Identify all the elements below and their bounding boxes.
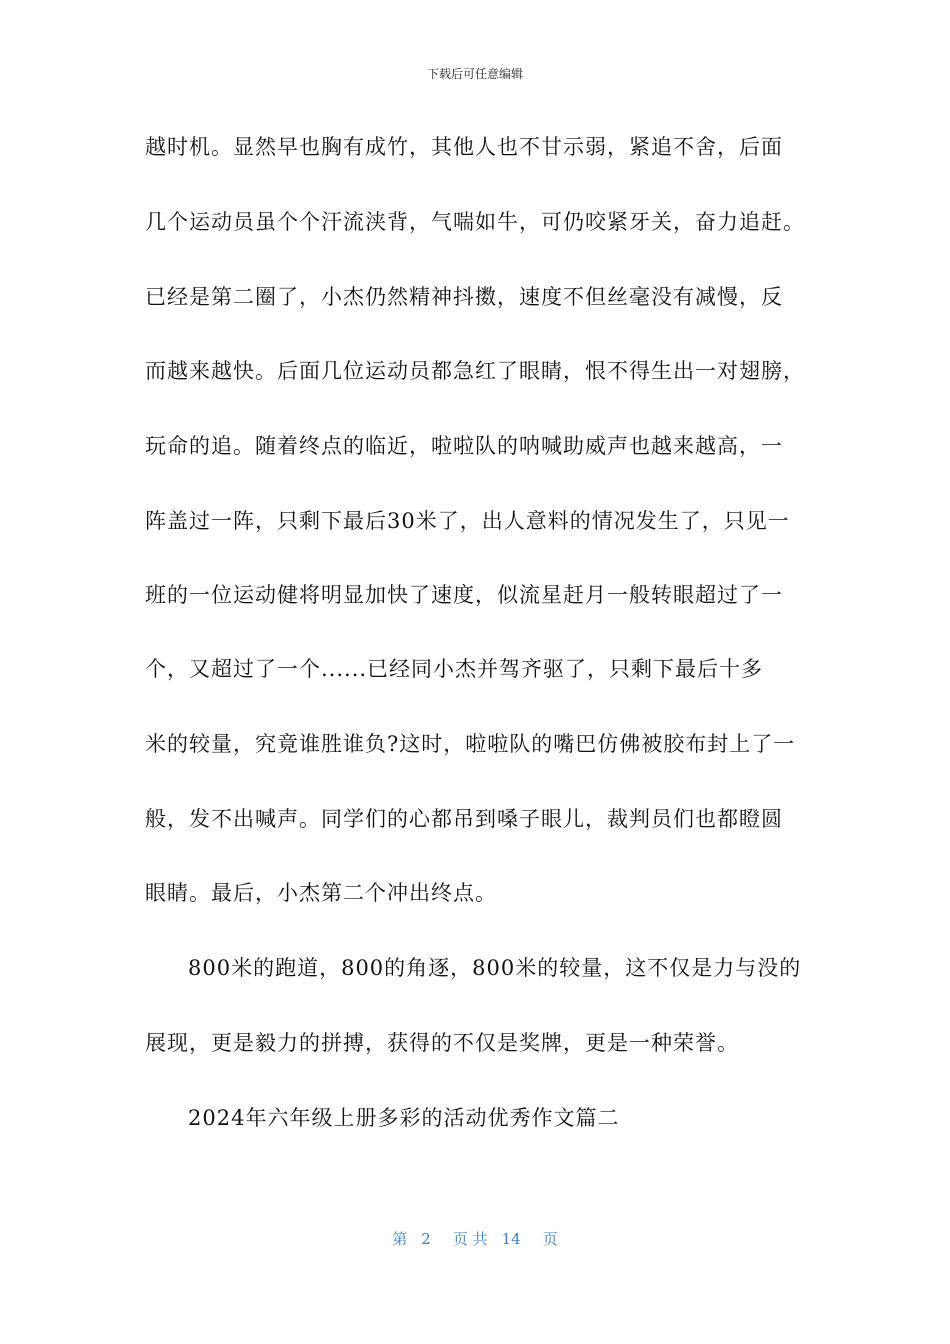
body-line: 眼睛。最后，小杰第二个冲出终点。 [145, 881, 497, 905]
footer-page-suffix: 页 [542, 1230, 558, 1248]
section-heading: 2024年六年级上册多彩的活动优秀作文篇二 [188, 1106, 620, 1130]
footer-page-word: 第 [392, 1230, 408, 1248]
page-footer [0, 1229, 950, 1249]
body-line: 个，又超过了一个......已经同小杰并驾齐驱了，只剩下最后十多 [145, 657, 764, 681]
body-line: 米的较量，究竟谁胜谁负?这时，啦啦队的嘴巴仿佛被胶布封上了一 [145, 732, 796, 756]
body-line: 阵盖过一阵，只剩下最后30米了，出人意料的情况发生了，只见一 [145, 509, 790, 533]
footer-total-pages: 14 [501, 1230, 521, 1248]
body-line: 玩命的追。随着终点的临近，啦啦队的呐喊助威声也越来越高，一 [145, 434, 783, 458]
body-line: 班的一位运动健将明显加快了速度，似流星赶月一般转眼超过了一 [145, 583, 783, 607]
body-line: 几个运动员虽个个汗流浃背，气喘如牛，可仍咬紧牙关，奋力追赶。 [145, 210, 805, 234]
body-line: 展现，更是毅力的拼搏，获得的不仅是奖牌，更是一种荣誉。 [145, 1031, 739, 1055]
footer-page-number: 2 [421, 1230, 431, 1248]
body-line: 越时机。显然早也胸有成竹，其他人也不甘示弱，紧追不舍，后面 [145, 135, 783, 159]
page-header-note: 下载后可任意编辑 [426, 67, 523, 81]
body-line: 已经是第二圈了，小杰仍然精神抖擞，速度不但丝毫没有减慢，反 [145, 285, 783, 309]
body-line: 般，发不出喊声。同学们的心都吊到嗓子眼儿，裁判员们也都瞪圆 [145, 807, 783, 831]
body-line: 800米的跑道，800的角逐，800米的较量，这不仅是力与没的 [188, 956, 802, 980]
footer-page-of: 页 共 [452, 1230, 488, 1248]
body-line: 而越来越快。后面几位运动员都急红了眼睛，恨不得生出一对翅膀， [145, 359, 805, 383]
